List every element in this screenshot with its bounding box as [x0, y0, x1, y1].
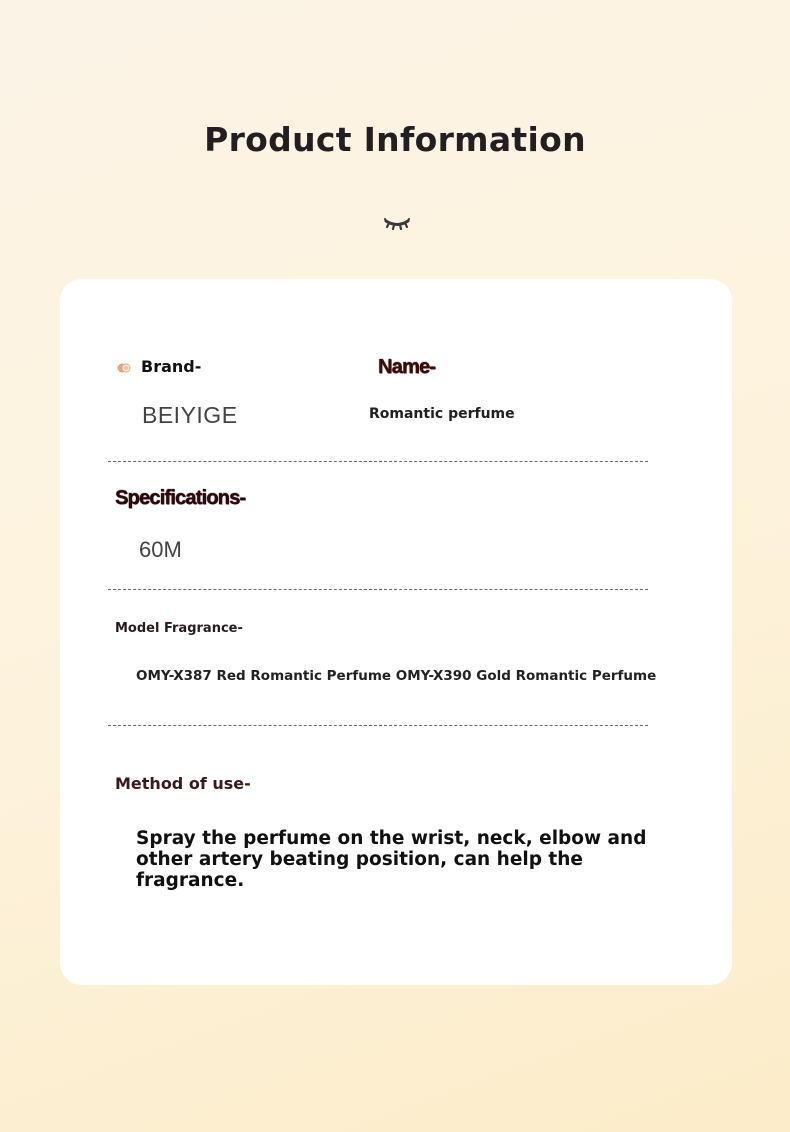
- model-fragrance-value: OMY-X387 Red Romantic Perfume OMY-X390 Gold Romantic Perfume: [136, 668, 657, 684]
- dashed-divider: [108, 589, 648, 590]
- bullet-dot-icon: [117, 363, 131, 373]
- method-of-use-value: Spray the perfume on the wrist, neck, elbow and other artery beating position, can help the fragrance.: [136, 828, 647, 891]
- page-title: Product Information: [204, 120, 586, 159]
- name-label: Name-: [378, 356, 436, 378]
- brand-value: BEIYIGE: [142, 402, 238, 428]
- specifications-label: Specifications-: [115, 487, 246, 509]
- method-of-use-label: Method of use-: [115, 774, 251, 793]
- closed-eyelash-icon: [384, 216, 410, 230]
- product-info-card: [60, 279, 732, 985]
- brand-label: Brand-: [141, 357, 202, 376]
- specifications-value: 60M: [139, 537, 182, 562]
- model-fragrance-label: Model Fragrance-: [115, 621, 243, 636]
- dashed-divider: [108, 461, 648, 462]
- name-value: Romantic perfume: [369, 406, 515, 422]
- dashed-divider: [108, 725, 648, 726]
